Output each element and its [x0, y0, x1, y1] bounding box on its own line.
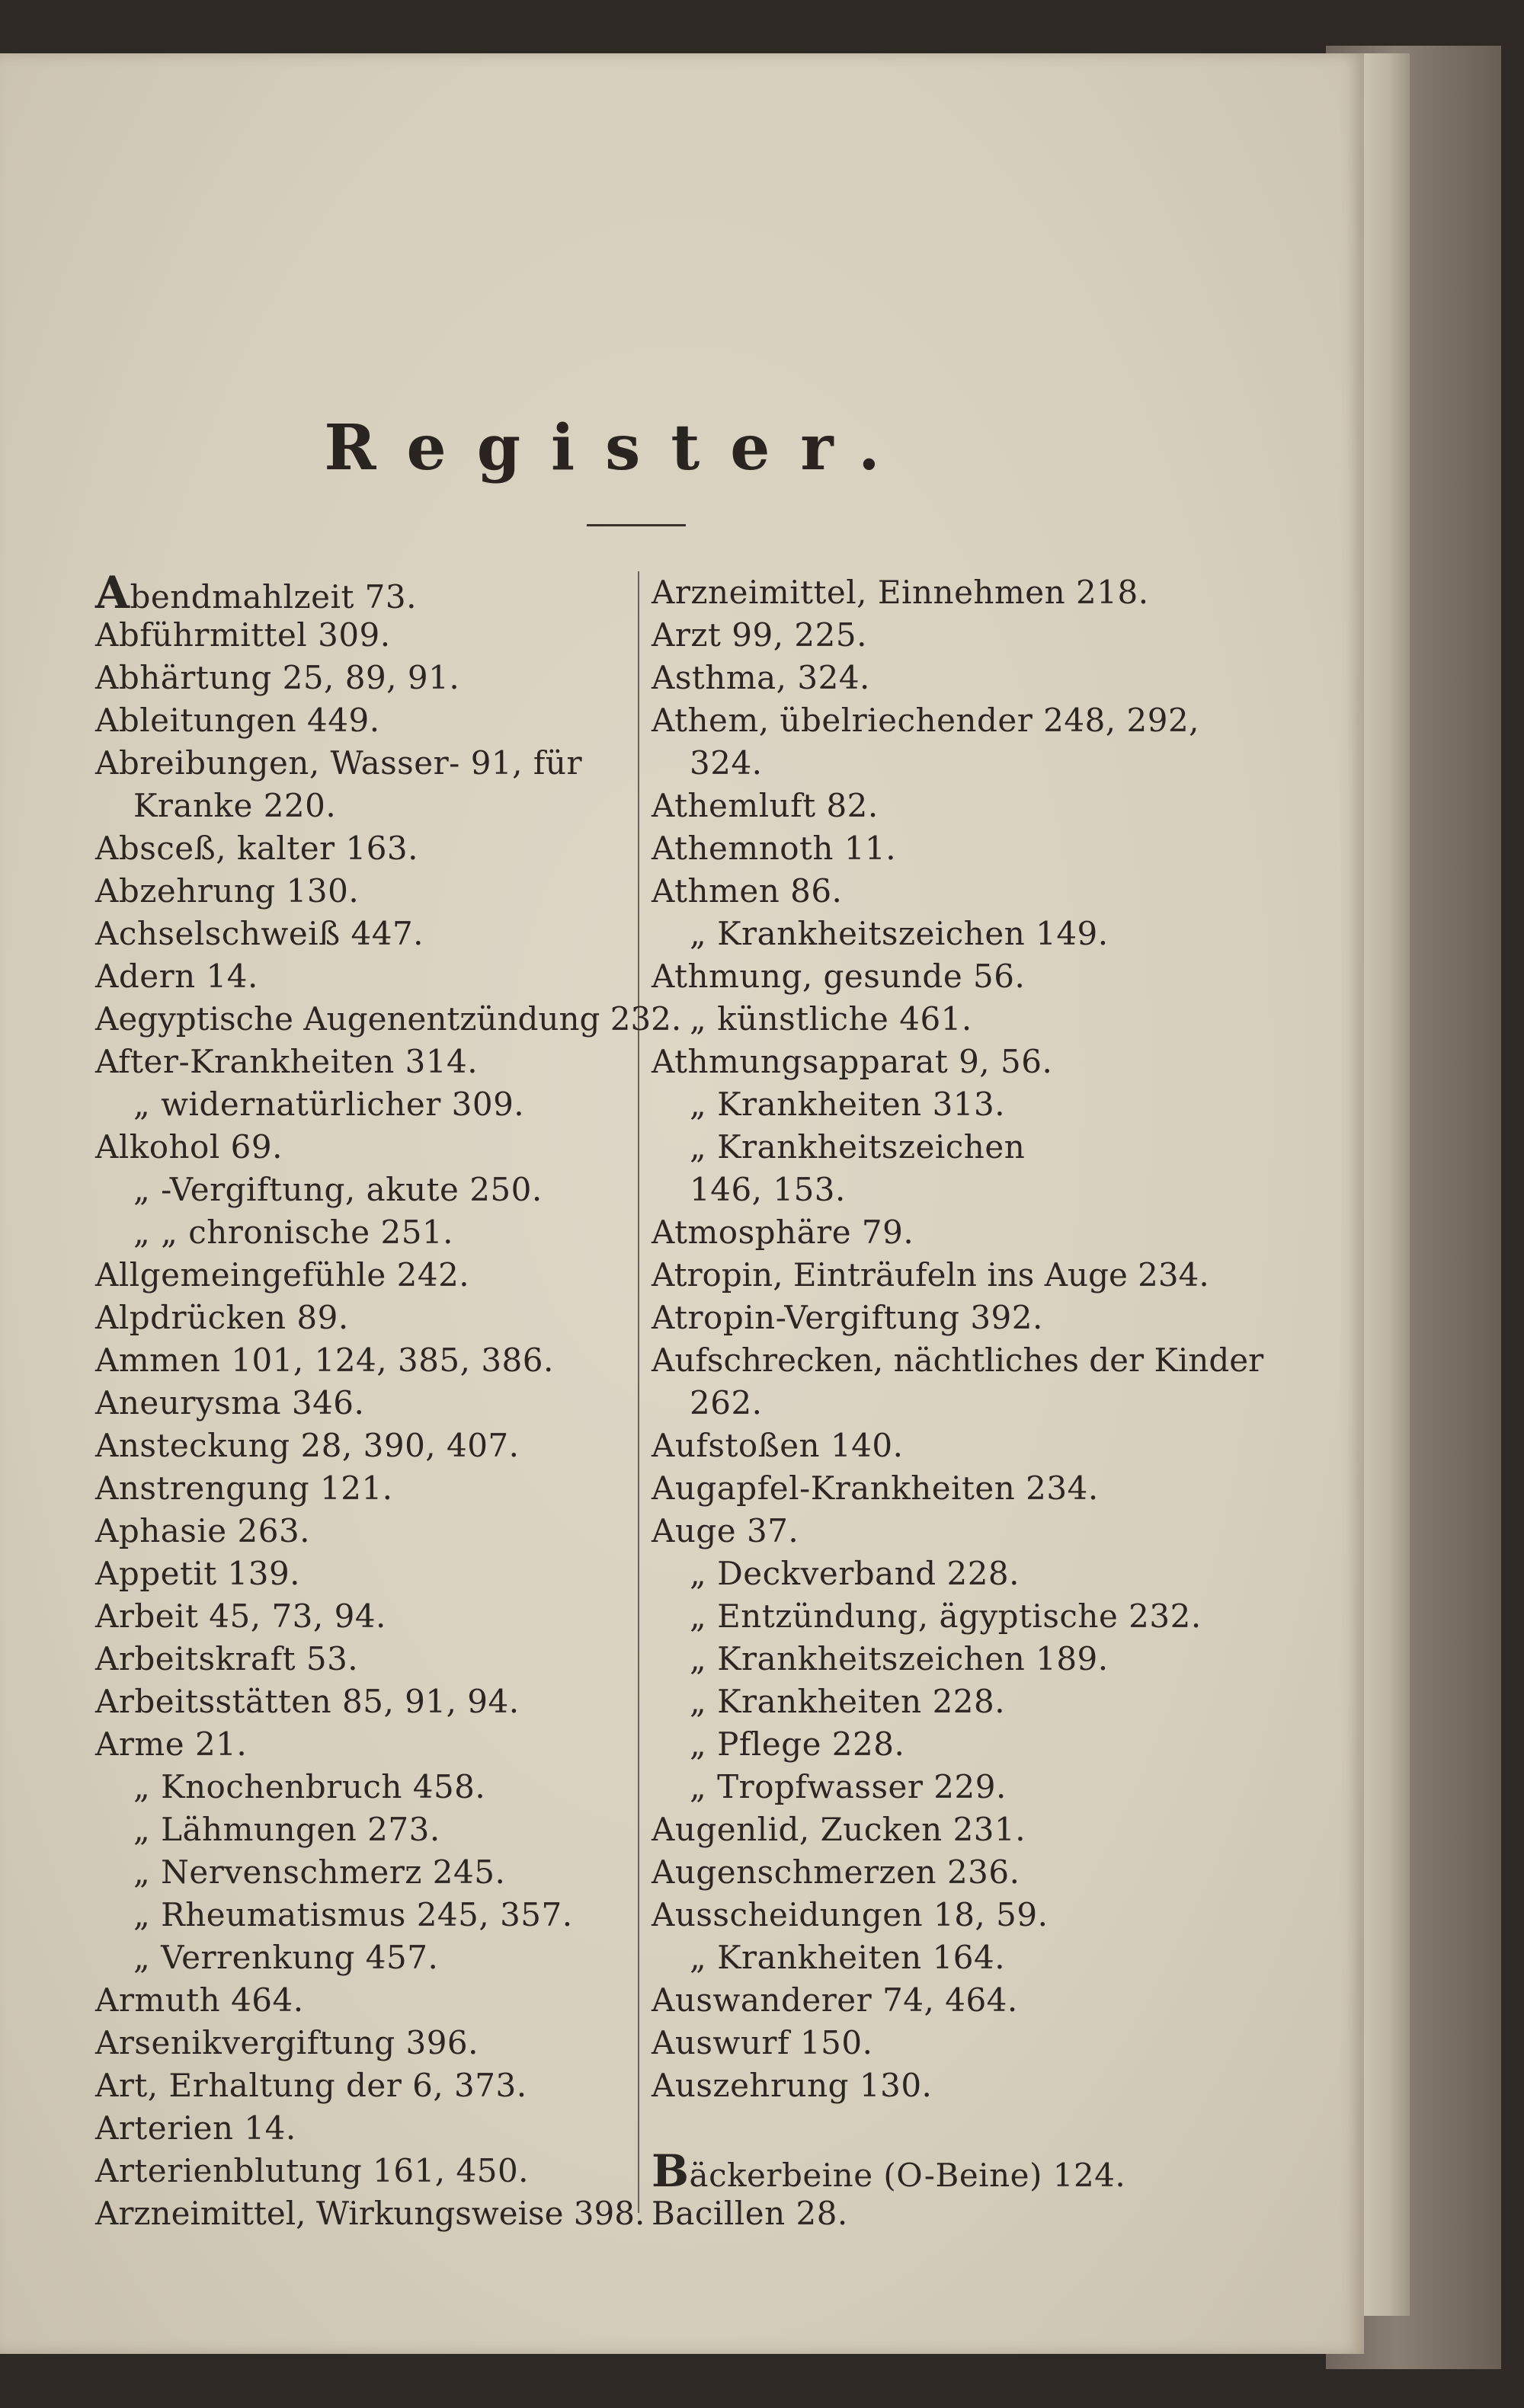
index-entry — [652, 1297, 1193, 1339]
entry-text: „ Nervenschmerz 245. — [133, 1853, 506, 1891]
page-title: Register. — [324, 411, 911, 484]
entry-text: „ Krankheitszeichen 149. — [690, 915, 1109, 952]
entry-text: Augapfel-Krankheiten 234. — [652, 1469, 1099, 1507]
index-entry — [95, 1723, 629, 1766]
entry-text: „ Krankheitszeichen — [690, 1128, 1026, 1166]
entry-text: „ Krankheiten 228. — [690, 1683, 1006, 1720]
index-entry — [95, 1936, 629, 1979]
entry-text: Kranke 220. — [133, 787, 337, 824]
index-entry — [95, 1126, 629, 1169]
entry-text: Aufschrecken, nächtliches der Kinder — [652, 1342, 1264, 1379]
index-entry — [652, 1553, 1193, 1595]
entry-text: „ Krankheiten 164. — [690, 1939, 1006, 1976]
index-entry — [652, 1041, 1193, 1083]
index-entry — [95, 567, 629, 619]
entry-text: „ „ chronische 251. — [133, 1214, 453, 1251]
entry-text: Arterien 14. — [95, 2109, 296, 2147]
index-entry — [652, 742, 1193, 785]
entry-text: Armuth 464. — [95, 1981, 304, 2019]
index-entry — [652, 657, 1193, 699]
index-entry — [95, 2064, 629, 2107]
entry-text: 146, 153. — [690, 1171, 846, 1208]
index-entry — [95, 998, 682, 1041]
index-entry — [95, 742, 629, 785]
entry-text: Atropin, Einträufeln ins Auge 234. — [652, 1256, 1209, 1294]
index-entry — [95, 1638, 629, 1680]
entry-text: Arzneimittel, Einnehmen 218. — [652, 574, 1149, 611]
entry-text: Ansteckung 28, 390, 407. — [95, 1427, 520, 1464]
entry-text: Abführmittel 309. — [95, 616, 391, 654]
index-entry — [652, 2192, 1193, 2235]
index-entry — [652, 1339, 1264, 1382]
index-entry — [652, 1211, 1193, 1254]
index-entry — [95, 827, 629, 870]
index-entry — [652, 2022, 1193, 2064]
left-column — [95, 567, 682, 2235]
entry-text: Ammen 101, 124, 385, 386. — [95, 1342, 554, 1379]
entry-text: After-Krankheiten 314. — [95, 1043, 479, 1080]
index-entry — [95, 1680, 629, 1723]
index-entry — [652, 998, 1193, 1041]
column-divider — [638, 571, 639, 2213]
entry-text: „ Entzündung, ägyptische 232. — [690, 1597, 1202, 1635]
entry-text: Arzneimittel, Wirkungsweise 398. — [95, 2195, 645, 2232]
entry-text: Adern 14. — [95, 958, 258, 995]
index-entry — [652, 2064, 1193, 2107]
index-entry — [95, 1595, 629, 1638]
entry-text: Ableitungen 449. — [95, 702, 380, 739]
entry-text: äckerbeine (O-Beine) 124. — [689, 2157, 1126, 2194]
entry-text: „ künstliche 461. — [690, 1000, 972, 1038]
index-entry — [652, 1936, 1193, 1979]
entry-text: Asthma, 324. — [652, 659, 870, 696]
entry-text: Alpdrücken 89. — [95, 1299, 349, 1336]
entry-text: Achselschweiß 447. — [95, 915, 424, 952]
index-entry — [95, 955, 629, 998]
entry-text: bendmahlzeit 73. — [130, 578, 417, 616]
entry-text: Auswurf 150. — [652, 2024, 873, 2061]
index-entry — [95, 1297, 629, 1339]
index-entry — [652, 1723, 1193, 1766]
index-entry — [95, 1510, 629, 1553]
entry-text: Arsenikvergiftung 396. — [95, 2024, 479, 2061]
index-entry — [95, 1425, 629, 1467]
index-entry — [95, 614, 629, 657]
index-entry — [652, 1851, 1193, 1894]
initial-letter: B — [652, 2145, 690, 2197]
index-entry — [95, 1083, 629, 1126]
index-entry — [652, 1126, 1193, 1169]
index-entry — [95, 1808, 629, 1851]
index-entry — [652, 1382, 1193, 1425]
index-entry — [95, 2150, 629, 2192]
entry-text: Athemnoth 11. — [652, 830, 897, 867]
index-entry — [95, 2022, 629, 2064]
initial-letter: A — [95, 567, 130, 619]
entry-text: Ausscheidungen 18, 59. — [652, 1896, 1049, 1933]
entry-text: Atmosphäre 79. — [652, 1214, 914, 1251]
index-entry — [95, 870, 629, 913]
index-entry — [652, 699, 1200, 742]
entry-text: Alkohol 69. — [95, 1128, 283, 1166]
index-entry — [652, 827, 1193, 870]
index-entry — [652, 1680, 1193, 1723]
entry-text: „ widernatürlicher 309. — [133, 1086, 525, 1123]
entry-text: Aphasie 263. — [95, 1512, 311, 1549]
entry-text: Art, Erhaltung der 6, 373. — [95, 2067, 527, 2104]
index-entry — [652, 1169, 1193, 1211]
index-entry — [95, 1041, 629, 1083]
entry-text: „ Deckverband 228. — [690, 1555, 1020, 1592]
index-entry — [652, 1467, 1193, 1510]
entry-text: Appetit 139. — [95, 1555, 301, 1592]
index-entry — [95, 1979, 629, 2022]
entry-text: Athmungsapparat 9, 56. — [652, 1043, 1053, 1080]
index-entry — [95, 1382, 629, 1425]
entry-text: Arbeitskraft 53. — [95, 1640, 359, 1677]
entry-text: Athem, übelriechender 248, 292, — [652, 702, 1200, 739]
index-entry — [95, 785, 629, 827]
index-entry — [652, 1425, 1193, 1467]
index-entry — [95, 1467, 629, 1510]
entry-text: Arme 21. — [95, 1725, 248, 1763]
index-entry — [652, 1979, 1193, 2022]
entry-text: Athmen 86. — [652, 872, 843, 910]
entry-text: 324. — [690, 744, 763, 782]
index-entry — [95, 1211, 629, 1254]
index-entry — [95, 913, 629, 955]
entry-text: Athmung, gesunde 56. — [652, 958, 1026, 995]
index-entry — [95, 1553, 629, 1595]
index-entry — [652, 571, 1193, 614]
index-entry — [95, 1254, 629, 1297]
entry-text: Athemluft 82. — [652, 787, 879, 824]
index-entry — [652, 1638, 1193, 1680]
index-entry — [652, 785, 1193, 827]
index-entry — [652, 1808, 1193, 1851]
entry-text: „ Tropfwasser 229. — [690, 1768, 1007, 1805]
index-entry — [652, 1595, 1202, 1638]
entry-text: Auszehrung 130. — [652, 2067, 933, 2104]
entry-text: Abreibungen, Wasser- 91, für — [95, 744, 583, 782]
entry-text: „ Krankheitszeichen 189. — [690, 1640, 1109, 1677]
entry-text: Arterienblutung 161, 450. — [95, 2152, 530, 2189]
entry-text: „ Pflege 228. — [690, 1725, 905, 1763]
title-rule — [587, 524, 686, 526]
entry-text: „ Krankheiten 313. — [690, 1086, 1006, 1123]
index-entry — [95, 1339, 629, 1382]
index-entry — [95, 1851, 629, 1894]
index-entry — [95, 699, 629, 742]
entry-text: „ Verrenkung 457. — [133, 1939, 439, 1976]
entry-text: Auge 37. — [652, 1512, 799, 1549]
entry-text: Allgemeingefühle 242. — [95, 1256, 470, 1294]
index-entry — [95, 2192, 645, 2235]
entry-text: Absceß, kalter 163. — [95, 830, 419, 867]
entry-text: Arbeitsstätten 85, 91, 94. — [95, 1683, 520, 1720]
index-entry — [652, 2145, 1193, 2197]
entry-text: Augenschmerzen 236. — [652, 1853, 1020, 1891]
entry-text: „ Lähmungen 273. — [133, 1811, 440, 1848]
right-column — [652, 571, 1264, 2235]
entry-text: Aneurysma 346. — [95, 1384, 365, 1421]
entry-text: Anstrengung 121. — [95, 1469, 393, 1507]
index-entry — [652, 913, 1193, 955]
entry-text: Bacillen 28. — [652, 2195, 848, 2232]
index-entry — [652, 1254, 1209, 1297]
index-entry — [652, 1083, 1193, 1126]
index-page — [0, 53, 1364, 2354]
entry-text: Atropin-Vergiftung 392. — [652, 1299, 1043, 1336]
index-entry — [652, 1894, 1193, 1936]
entry-text: Arzt 99, 225. — [652, 616, 867, 654]
index-entry — [652, 955, 1193, 998]
index-entry — [652, 1766, 1193, 1808]
index-entry — [652, 870, 1193, 913]
entry-text: Augenlid, Zucken 231. — [652, 1811, 1026, 1848]
entry-text: „ -Vergiftung, akute 250. — [133, 1171, 543, 1208]
entry-text: Aegyptische Augenentzündung 232. — [95, 1000, 682, 1038]
entry-text: Abhärtung 25, 89, 91. — [95, 659, 460, 696]
page-edges — [1356, 53, 1410, 2316]
entry-text: „ Knochenbruch 458. — [133, 1768, 486, 1805]
entry-text: „ Rheumatismus 245, 357. — [133, 1896, 573, 1933]
index-entry — [652, 614, 1193, 657]
index-entry — [95, 1894, 629, 1936]
entry-text: Auswanderer 74, 464. — [652, 1981, 1018, 2019]
entry-text: Aufstoßen 140. — [652, 1427, 904, 1464]
index-entry — [95, 1169, 629, 1211]
index-entry — [95, 1766, 629, 1808]
index-entry — [95, 2107, 629, 2150]
entry-text: Arbeit 45, 73, 94. — [95, 1597, 386, 1635]
entry-text: 262. — [690, 1384, 763, 1421]
index-entry — [95, 657, 629, 699]
index-entry — [652, 1510, 1193, 1553]
entry-text: Abzehrung 130. — [95, 872, 360, 910]
